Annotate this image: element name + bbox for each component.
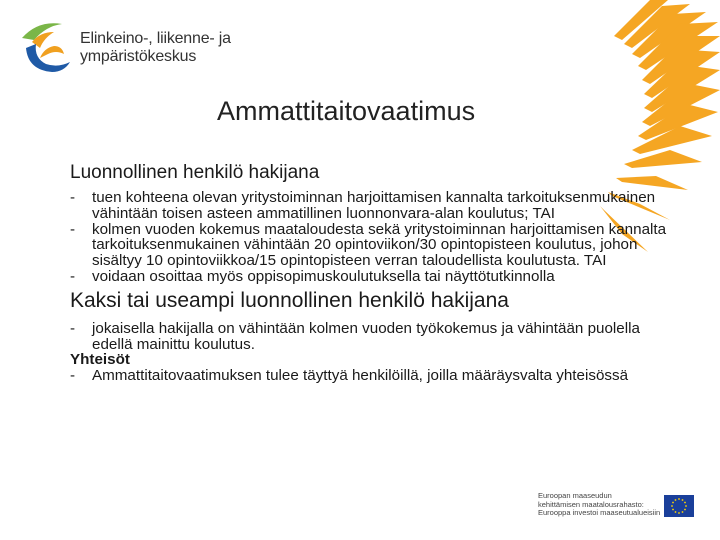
list-item-text: tuen kohteena olevan yritystoiminnan harjoittamisen kannalta tarkoituksenmukainen vähintään toisen asteen ammatillinen luonnonvara-alan koulutus; TAI — [92, 189, 656, 222]
eu-text-line1: Euroopan maaseudun — [538, 491, 612, 500]
bullet-dash: - — [70, 319, 76, 337]
list-item — [70, 190, 670, 222]
eu-flag-icon — [664, 495, 694, 517]
eu-text-line3: Eurooppa investoi maaseutualueisiin — [538, 508, 661, 517]
eu-text-line2: kehittämisen maatalousrahasto: — [538, 499, 644, 509]
slide-content — [70, 162, 670, 384]
organization-name-line2: ympäristökeskus — [80, 48, 197, 65]
bullet-dash: - — [70, 367, 76, 385]
organization-name-line1: Elinkeino-, liikenne- ja — [80, 30, 231, 47]
list-item — [70, 321, 670, 353]
list-item-text: kolmen vuoden kokemus maataloudesta sekä yritystoiminnan harjoittamisen kannalta tarkoituksenmukainen vähintään 20 opintoviikon/30 opintopisteen koulutus, johon sisältyy 10 opintoviikkoa/15 opintopisteen verran taloudellista koulutusta. TAI — [92, 220, 667, 270]
bullet-dash: - — [70, 220, 76, 238]
bullet-dash: - — [70, 189, 76, 206]
section-heading-multiple: Kaksi tai useampi luonnollinen henkilö hakijana — [70, 288, 509, 312]
list-item-text: voidaan osoittaa myös oppisopimuskoulutuksella tai näyttötutkinnolla — [92, 267, 555, 285]
section-heading-communities: Yhteisöt — [70, 351, 130, 369]
section-heading-person: Luonnollinen henkilö hakijana — [70, 162, 320, 183]
list-item — [70, 368, 670, 384]
eu-funding-text — [538, 492, 660, 518]
list-item — [70, 222, 670, 269]
bullet-dash: - — [70, 267, 76, 285]
list-item-text: Ammattitaitovaatimuksen tulee täyttyä henkilöillä, joilla määräysvalta yhteisössä — [92, 367, 629, 385]
list-item — [70, 269, 670, 285]
slide-title: Ammattitaitovaatimus — [217, 96, 476, 126]
organization-name — [80, 30, 231, 66]
list-item-text: jokaisella hakijalla on vähintään kolmen vuoden työkokemus ja vähintään puolella edellä mainittu koulutus. — [92, 319, 640, 353]
ely-logo-icon — [18, 18, 78, 78]
